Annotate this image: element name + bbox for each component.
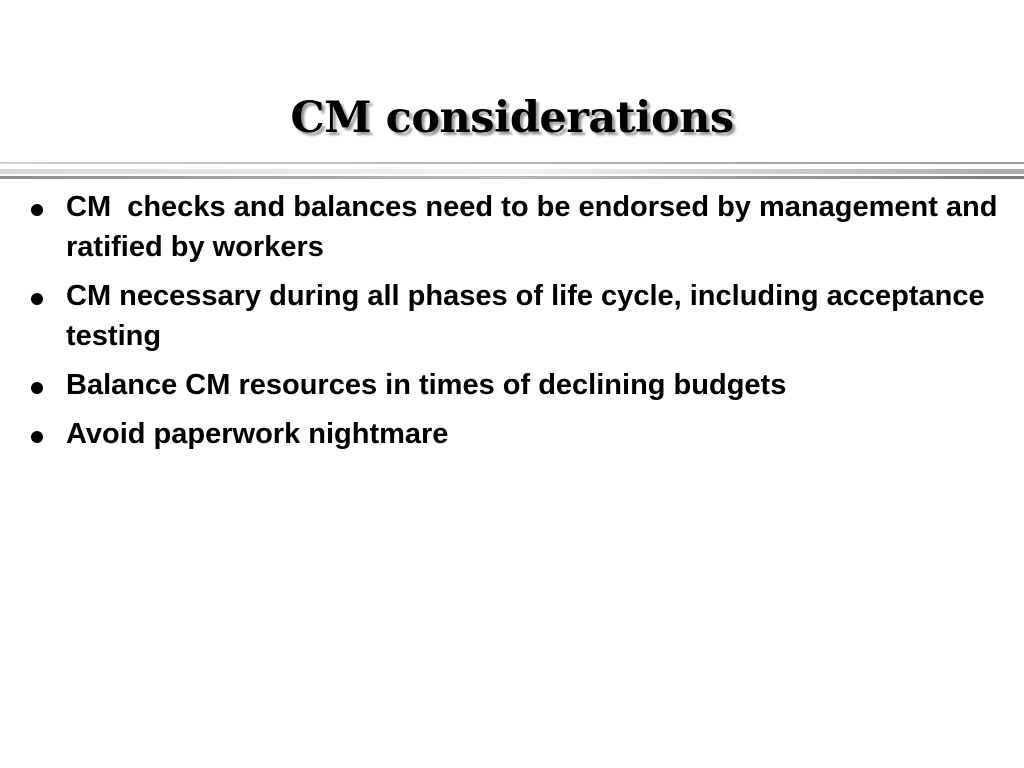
- list-item: [28, 187, 1006, 267]
- bullet-text: Balance CM resources in times of declining budgets: [66, 369, 787, 401]
- bullet-text: Avoid paperwork nightmare: [66, 418, 449, 450]
- title-divider-line: [0, 169, 1024, 174]
- list-item: [28, 276, 998, 356]
- bullet-dot-icon: [31, 431, 43, 443]
- slide-title: CM considerations: [290, 93, 734, 143]
- bullet-dot-icon: [31, 382, 43, 394]
- list-item: [28, 414, 998, 454]
- title-divider-line: [0, 162, 1024, 164]
- bullet-dot-icon: [31, 204, 43, 216]
- list-item: [28, 365, 998, 405]
- bullet-list: [28, 187, 1006, 463]
- bullet-text: CM necessary during all phases of life cycle, including acceptance testing: [66, 280, 993, 352]
- title-divider-line: [0, 176, 1024, 179]
- bullet-dot-icon: [31, 293, 43, 305]
- bullet-text: CM checks and balances need to be endorsed by management and ratified by workers: [66, 191, 1006, 263]
